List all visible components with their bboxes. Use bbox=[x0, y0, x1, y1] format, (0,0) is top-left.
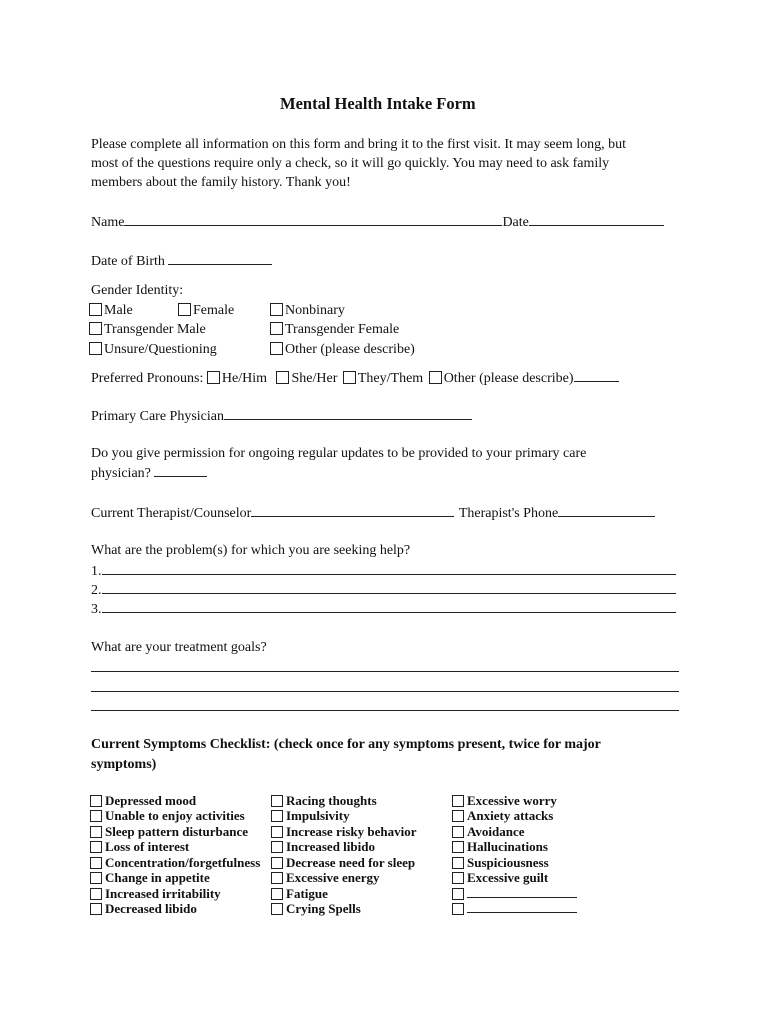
dob-field[interactable] bbox=[168, 251, 272, 265]
checkbox[interactable] bbox=[90, 872, 102, 884]
symptom-item[interactable]: Fatigue bbox=[271, 886, 328, 902]
checkbox[interactable] bbox=[452, 841, 464, 853]
pronoun-other-field[interactable] bbox=[574, 368, 619, 382]
pcp-label: Primary Care Physician bbox=[91, 409, 224, 424]
symptom-item[interactable]: Avoidance bbox=[452, 824, 525, 840]
gender-option-unsure[interactable]: Unsure/Questioning bbox=[89, 340, 217, 359]
symptom-other-field[interactable] bbox=[467, 901, 577, 913]
symptom-item[interactable]: Concentration/forgetfulness bbox=[90, 855, 260, 871]
checkbox[interactable] bbox=[429, 371, 442, 384]
gender-option-transgender-male[interactable]: Transgender Male bbox=[89, 320, 206, 339]
problem-field-3[interactable] bbox=[102, 599, 676, 613]
permission-field[interactable] bbox=[154, 463, 207, 477]
pronoun-option-he-him[interactable]: He/Him bbox=[207, 371, 267, 386]
checkbox[interactable] bbox=[271, 810, 283, 822]
goals-line-3[interactable] bbox=[91, 710, 679, 711]
problem-field-1[interactable] bbox=[102, 561, 676, 575]
problem-row-2: 2. bbox=[91, 580, 676, 600]
name-field[interactable] bbox=[124, 212, 502, 226]
symptom-item[interactable]: Depressed mood bbox=[90, 793, 196, 809]
symptom-item-blank[interactable] bbox=[452, 886, 577, 902]
checkbox[interactable] bbox=[270, 303, 283, 316]
symptom-item[interactable]: Decrease need for sleep bbox=[271, 855, 415, 871]
checkbox[interactable] bbox=[90, 795, 102, 807]
pcp-row bbox=[91, 406, 472, 426]
therapist-label: Current Therapist/Counselor bbox=[91, 506, 252, 521]
intro-line-1: Please complete all information on this form and bring it to the first visit. It may seem long, but bbox=[91, 137, 627, 152]
goals-line-2[interactable] bbox=[91, 691, 679, 692]
pronouns-row bbox=[91, 368, 619, 388]
gender-option-male[interactable]: Male bbox=[89, 301, 133, 320]
checkbox[interactable] bbox=[90, 857, 102, 869]
checkbox[interactable] bbox=[90, 888, 102, 900]
symptom-item[interactable]: Excessive worry bbox=[452, 793, 557, 809]
problem-row-3: 3. bbox=[91, 599, 676, 619]
checkbox[interactable] bbox=[89, 303, 102, 316]
symptom-item[interactable]: Anxiety attacks bbox=[452, 808, 553, 824]
checkbox[interactable] bbox=[276, 371, 289, 384]
dob-row bbox=[91, 251, 272, 271]
symptom-item[interactable]: Racing thoughts bbox=[271, 793, 377, 809]
symptoms-heading-line-2: symptoms) bbox=[91, 757, 157, 772]
therapist-field[interactable] bbox=[251, 503, 454, 517]
symptom-item[interactable]: Hallucinations bbox=[452, 839, 548, 855]
dob-label: Date of Birth bbox=[91, 254, 165, 269]
checkbox[interactable] bbox=[452, 826, 464, 838]
name-label: Name bbox=[91, 215, 125, 230]
symptom-item[interactable]: Increased libido bbox=[271, 839, 375, 855]
therapist-row bbox=[91, 503, 655, 523]
symptoms-heading-line-1: Current Symptoms Checklist: (check once for any symptoms present, twice for major bbox=[91, 737, 601, 752]
symptom-item[interactable]: Increased irritability bbox=[90, 886, 221, 902]
checkbox[interactable] bbox=[271, 795, 283, 807]
symptom-item[interactable]: Crying Spells bbox=[271, 901, 361, 917]
checkbox[interactable] bbox=[89, 342, 102, 355]
pcp-field[interactable] bbox=[224, 406, 472, 420]
checkbox[interactable] bbox=[452, 903, 464, 915]
gender-option-transgender-female[interactable]: Transgender Female bbox=[270, 320, 399, 339]
checkbox[interactable] bbox=[89, 322, 102, 335]
symptom-item[interactable]: Impulsivity bbox=[271, 808, 350, 824]
problems-question: What are the problem(s) for which you are seeking help? bbox=[91, 543, 411, 558]
checkbox[interactable] bbox=[452, 888, 464, 900]
pronoun-option-they-them[interactable]: They/Them bbox=[343, 371, 423, 386]
goals-question: What are your treatment goals? bbox=[91, 640, 267, 655]
pronoun-option-other[interactable]: Other (please describe) bbox=[429, 371, 619, 386]
permission-line-1: Do you give permission for ongoing regular updates to be provided to your primary care bbox=[91, 446, 587, 461]
pronoun-option-she-her[interactable]: She/Her bbox=[276, 371, 337, 386]
checkbox[interactable] bbox=[271, 903, 283, 915]
name-row bbox=[91, 212, 664, 232]
gender-label: Gender Identity: bbox=[91, 283, 184, 298]
checkbox[interactable] bbox=[178, 303, 191, 316]
symptom-item[interactable]: Excessive guilt bbox=[452, 870, 548, 886]
checkbox[interactable] bbox=[452, 795, 464, 807]
checkbox[interactable] bbox=[343, 371, 356, 384]
checkbox[interactable] bbox=[271, 857, 283, 869]
symptom-item[interactable]: Sleep pattern disturbance bbox=[90, 824, 248, 840]
checkbox[interactable] bbox=[90, 810, 102, 822]
intro-line-2: most of the questions require only a check, so it will go quickly. You may need to ask family bbox=[91, 156, 610, 171]
symptom-item-blank[interactable] bbox=[452, 901, 577, 917]
checkbox[interactable] bbox=[452, 872, 464, 884]
checkbox[interactable] bbox=[270, 322, 283, 335]
symptom-other-field[interactable] bbox=[467, 886, 577, 898]
symptom-item[interactable]: Excessive energy bbox=[271, 870, 380, 886]
checkbox[interactable] bbox=[271, 872, 283, 884]
checkbox[interactable] bbox=[90, 903, 102, 915]
checkbox[interactable] bbox=[207, 371, 220, 384]
problem-row-1: 1. bbox=[91, 561, 676, 581]
checkbox[interactable] bbox=[270, 342, 283, 355]
symptom-item[interactable]: Decreased libido bbox=[90, 901, 197, 917]
form-title: Mental Health Intake Form bbox=[280, 94, 476, 113]
checkbox[interactable] bbox=[271, 888, 283, 900]
symptom-item[interactable]: Increase risky behavior bbox=[271, 824, 416, 840]
intro-line-3: members about the family history. Thank you! bbox=[91, 175, 351, 190]
permission-line-2: physician? bbox=[91, 466, 151, 481]
pronouns-label: Preferred Pronouns: bbox=[91, 371, 204, 386]
gender-option-other[interactable]: Other (please describe) bbox=[270, 340, 415, 359]
checkbox[interactable] bbox=[452, 857, 464, 869]
problem-field-2[interactable] bbox=[102, 580, 676, 594]
permission-row bbox=[91, 463, 207, 483]
checkbox[interactable] bbox=[90, 826, 102, 838]
date-field[interactable] bbox=[529, 212, 664, 226]
symptom-item[interactable]: Unable to enjoy activities bbox=[90, 808, 245, 824]
checkbox[interactable] bbox=[271, 826, 283, 838]
symptom-item[interactable]: Loss of interest bbox=[90, 839, 189, 855]
gender-option-female[interactable]: Female bbox=[178, 301, 234, 320]
symptom-item[interactable]: Suspiciousness bbox=[452, 855, 549, 871]
therapist-phone-field[interactable] bbox=[558, 503, 655, 517]
therapist-phone-label: Therapist's Phone bbox=[458, 506, 559, 521]
symptom-item[interactable]: Change in appetite bbox=[90, 870, 210, 886]
checkbox[interactable] bbox=[90, 841, 102, 853]
gender-option-nonbinary[interactable]: Nonbinary bbox=[270, 301, 345, 320]
date-label: Date bbox=[502, 215, 529, 230]
checkbox[interactable] bbox=[271, 841, 283, 853]
goals-line-1[interactable] bbox=[91, 671, 679, 672]
checkbox[interactable] bbox=[452, 810, 464, 822]
